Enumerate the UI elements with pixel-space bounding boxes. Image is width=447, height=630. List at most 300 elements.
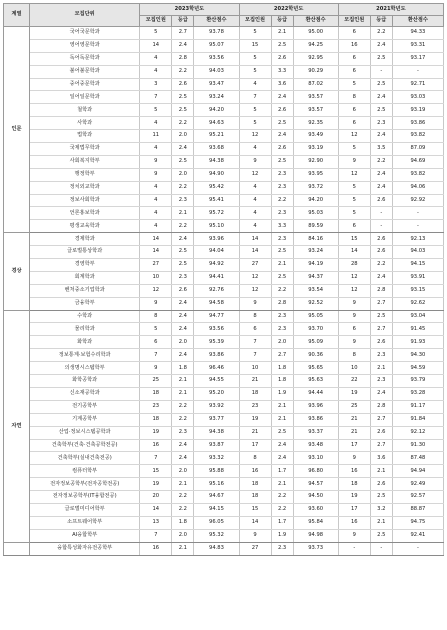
grade-2022-cell: 2.4 <box>271 452 293 465</box>
score-2023-cell: 94.92 <box>194 259 239 272</box>
score-2021-cell: 94.75 <box>392 516 443 529</box>
grade-2023-cell: 2.0 <box>172 465 194 478</box>
quota-2022-cell: 5 <box>239 117 271 130</box>
grade-2022-cell: 2.2 <box>271 284 293 297</box>
unit-name-cell: 전자정보공학부(IT융합전공) <box>30 491 140 504</box>
score-2023-cell: 93.92 <box>194 400 239 413</box>
grade-2022-cell: 1.8 <box>271 375 293 388</box>
quota-2022-cell: 17 <box>239 439 271 452</box>
quota-2021-cell: 5 <box>338 181 370 194</box>
table-row <box>4 310 444 323</box>
unit-name-cell: 평생교육학과 <box>30 220 140 233</box>
quota-2022-cell: 10 <box>239 362 271 375</box>
quota-2021-cell: 6 <box>338 104 370 117</box>
sub-header-score: 환산점수 <box>194 16 239 27</box>
unit-name-cell: 화학공학과 <box>30 375 140 388</box>
grade-2023-cell: 2.1 <box>172 478 194 491</box>
score-2022-cell: 92.35 <box>293 117 338 130</box>
table-row <box>4 349 444 362</box>
unit-name-cell: 언론홍보학과 <box>30 207 140 220</box>
grade-2023-cell: 2.3 <box>172 194 194 207</box>
grade-2023-cell: 2.4 <box>172 39 194 52</box>
score-2021-cell: 92.71 <box>392 78 443 91</box>
unit-name-cell: 기계공학부 <box>30 413 140 426</box>
grade-2022-cell: 3.3 <box>271 220 293 233</box>
grade-2022-cell: 2.1 <box>271 27 293 40</box>
grade-2023-cell: 2.6 <box>172 78 194 91</box>
grade-2021-cell: 2.7 <box>370 439 392 452</box>
unit-name-cell: 사학과 <box>30 117 140 130</box>
sub-header-grade: 등급 <box>271 16 293 27</box>
score-2022-cell: 93.48 <box>293 439 338 452</box>
quota-2021-cell: 5 <box>338 194 370 207</box>
grade-2021-cell: - <box>370 65 392 78</box>
quota-2021-cell: 16 <box>338 465 370 478</box>
score-2022-cell: 93.60 <box>293 503 338 516</box>
grade-2022-cell: 2.3 <box>271 207 293 220</box>
quota-2022-cell: 4 <box>239 207 271 220</box>
quota-2022-cell: 8 <box>239 452 271 465</box>
quota-2022-cell: 5 <box>239 27 271 40</box>
unit-name-cell: 국어국문학과 <box>30 27 140 40</box>
quota-2022-cell: 4 <box>239 220 271 233</box>
grade-2021-cell: 2.3 <box>370 117 392 130</box>
unit-name-cell: 독어독문학과 <box>30 52 140 65</box>
score-2021-cell: 94.30 <box>392 349 443 362</box>
unit-name-cell: 일어일문학과 <box>30 91 140 104</box>
score-2023-cell: 93.96 <box>194 233 239 246</box>
quota-2021-cell: 19 <box>338 387 370 400</box>
unit-name-cell: 법학과 <box>30 130 140 143</box>
score-2022-cell: 95.09 <box>293 336 338 349</box>
quota-2022-cell: 9 <box>239 155 271 168</box>
unit-name-cell: 전기공학부 <box>30 400 140 413</box>
unit-name-cell: 소프트웨어학부 <box>30 516 140 529</box>
grade-2022-cell: 2.1 <box>271 413 293 426</box>
score-2021-cell: 92.12 <box>392 426 443 439</box>
table-row <box>4 452 444 465</box>
score-2023-cell: 96.46 <box>194 362 239 375</box>
score-2023-cell: 94.63 <box>194 117 239 130</box>
table-row <box>4 323 444 336</box>
quota-2022-cell: 21 <box>239 375 271 388</box>
table-row <box>4 529 444 542</box>
quota-2021-cell: 5 <box>338 207 370 220</box>
unit-name-cell: 글로벌통상학과 <box>30 246 140 259</box>
grade-2022-cell: 2.0 <box>271 336 293 349</box>
quota-2023-cell: 10 <box>140 271 172 284</box>
grade-2022-cell: 2.3 <box>271 168 293 181</box>
grade-2021-cell: 3.2 <box>370 503 392 516</box>
quota-2023-cell: 4 <box>140 220 172 233</box>
score-2023-cell: 94.58 <box>194 297 239 310</box>
grade-2021-cell: 2.5 <box>370 310 392 323</box>
grade-2022-cell: 2.5 <box>271 426 293 439</box>
grade-2021-cell: 2.2 <box>370 27 392 40</box>
grade-2021-cell: - <box>370 542 392 555</box>
quota-2023-cell: 15 <box>140 465 172 478</box>
score-2022-cell: 93.19 <box>293 143 338 156</box>
score-2022-cell: 95.65 <box>293 362 338 375</box>
unit-name-cell: 수학과 <box>30 310 140 323</box>
quota-2021-cell: 12 <box>338 284 370 297</box>
quota-2021-cell: 6 <box>338 65 370 78</box>
grade-2021-cell: 2.2 <box>370 155 392 168</box>
grade-2022-cell: 1.9 <box>271 387 293 400</box>
score-2023-cell: 94.15 <box>194 503 239 516</box>
quota-2022-cell: 16 <box>239 465 271 478</box>
quota-2023-cell: 5 <box>140 323 172 336</box>
table-row <box>4 220 444 233</box>
grade-2021-cell: 2.6 <box>370 194 392 207</box>
score-2022-cell: 92.52 <box>293 297 338 310</box>
quota-2022-cell: 18 <box>239 491 271 504</box>
unit-name-cell: 금융학부 <box>30 297 140 310</box>
category-cell: 경상 <box>4 233 30 310</box>
grade-2021-cell: 2.5 <box>370 491 392 504</box>
score-2022-cell: 93.73 <box>293 542 338 555</box>
year-header-2022: 2022학년도 <box>239 4 338 16</box>
quota-2022-cell: 15 <box>239 503 271 516</box>
unit-name-cell: 정보사회학과 <box>30 194 140 207</box>
quota-2022-cell: 4 <box>239 78 271 91</box>
score-2022-cell: 94.98 <box>293 529 338 542</box>
quota-2023-cell: 7 <box>140 91 172 104</box>
score-2021-cell: 93.15 <box>392 284 443 297</box>
grade-2022-cell: 2.3 <box>271 233 293 246</box>
score-2023-cell: 93.56 <box>194 323 239 336</box>
score-2022-cell: 92.90 <box>293 155 338 168</box>
quota-2023-cell: 14 <box>140 39 172 52</box>
grade-2021-cell: 3.6 <box>370 452 392 465</box>
quota-2022-cell: 9 <box>239 529 271 542</box>
score-2022-cell: 90.36 <box>293 349 338 362</box>
quota-2023-cell: 7 <box>140 452 172 465</box>
score-2021-cell: 93.91 <box>392 271 443 284</box>
grade-2021-cell: 2.4 <box>370 387 392 400</box>
score-2023-cell: 93.24 <box>194 91 239 104</box>
sub-header-score: 환산점수 <box>392 16 443 27</box>
quota-2022-cell: 12 <box>239 271 271 284</box>
grade-2021-cell: 2.6 <box>370 426 392 439</box>
score-2022-cell: 94.25 <box>293 39 338 52</box>
score-2022-cell: 92.95 <box>293 52 338 65</box>
grade-2023-cell: 2.5 <box>172 246 194 259</box>
score-2022-cell: 93.96 <box>293 400 338 413</box>
score-2021-cell: 94.59 <box>392 362 443 375</box>
grade-2023-cell: 2.8 <box>172 52 194 65</box>
unit-name-cell: 전자정보공학부(전자공학전공) <box>30 478 140 491</box>
quota-2023-cell: 4 <box>140 143 172 156</box>
grade-2022-cell: 2.1 <box>271 400 293 413</box>
grade-2023-cell: 2.5 <box>172 91 194 104</box>
quota-2022-cell: 14 <box>239 516 271 529</box>
grade-2023-cell: 2.0 <box>172 168 194 181</box>
quota-2022-cell: 12 <box>239 284 271 297</box>
quota-2022-cell: 4 <box>239 194 271 207</box>
grade-2021-cell: 2.4 <box>370 130 392 143</box>
table-row <box>4 478 444 491</box>
quota-2022-cell: 19 <box>239 413 271 426</box>
unit-name-cell: AI융합학부 <box>30 529 140 542</box>
quota-2022-cell: 18 <box>239 478 271 491</box>
quota-2022-cell: 7 <box>239 336 271 349</box>
table-row <box>4 27 444 40</box>
grade-2023-cell: 2.1 <box>172 387 194 400</box>
score-2022-cell: 95.00 <box>293 27 338 40</box>
score-2022-cell: 94.50 <box>293 491 338 504</box>
grade-2021-cell: 2.4 <box>370 181 392 194</box>
unit-name-cell: 철학과 <box>30 104 140 117</box>
score-2023-cell: 95.20 <box>194 387 239 400</box>
grade-2023-cell: 2.2 <box>172 181 194 194</box>
quota-2022-cell: 5 <box>239 65 271 78</box>
grade-2023-cell: 2.5 <box>172 155 194 168</box>
score-2023-cell: 94.03 <box>194 65 239 78</box>
score-2021-cell: 92.92 <box>392 194 443 207</box>
quota-2021-cell: 17 <box>338 439 370 452</box>
grade-2021-cell: 2.5 <box>370 52 392 65</box>
unit-name-cell: 경영학부 <box>30 259 140 272</box>
quota-2023-cell: 9 <box>140 297 172 310</box>
score-2021-cell: 93.79 <box>392 375 443 388</box>
quota-2022-cell: 27 <box>239 259 271 272</box>
quota-2023-cell: 4 <box>140 52 172 65</box>
grade-2023-cell: 2.2 <box>172 220 194 233</box>
score-2022-cell: 93.72 <box>293 181 338 194</box>
score-2023-cell: 96.05 <box>194 516 239 529</box>
score-2021-cell: 93.82 <box>392 168 443 181</box>
grade-2021-cell: 2.1 <box>370 465 392 478</box>
table-row <box>4 413 444 426</box>
quota-2023-cell: 13 <box>140 516 172 529</box>
quota-2021-cell: 14 <box>338 246 370 259</box>
grade-2023-cell: 2.4 <box>172 143 194 156</box>
grade-2023-cell: 1.8 <box>172 516 194 529</box>
score-2021-cell: 92.49 <box>392 478 443 491</box>
score-2023-cell: 94.04 <box>194 246 239 259</box>
unit-name-cell: 물리학과 <box>30 323 140 336</box>
sub-header-quota: 모집인원 <box>140 16 172 27</box>
table-row <box>4 52 444 65</box>
quota-2021-cell: 9 <box>338 336 370 349</box>
quota-2023-cell: 4 <box>140 65 172 78</box>
grade-2022-cell: 3.6 <box>271 78 293 91</box>
quota-2022-cell: 4 <box>239 143 271 156</box>
score-2021-cell: 93.86 <box>392 117 443 130</box>
quota-2021-cell: 16 <box>338 516 370 529</box>
score-2022-cell: 95.63 <box>293 375 338 388</box>
quota-2022-cell: 23 <box>239 400 271 413</box>
unit-name-cell: 행정학부 <box>30 168 140 181</box>
grade-2023-cell: 2.4 <box>172 323 194 336</box>
grade-2021-cell: 2.2 <box>370 259 392 272</box>
quota-2022-cell: 14 <box>239 246 271 259</box>
quota-2023-cell: 4 <box>140 117 172 130</box>
quota-2022-cell: 5 <box>239 52 271 65</box>
score-2021-cell: 94.94 <box>392 465 443 478</box>
quota-2023-cell: 27 <box>140 259 172 272</box>
quota-2023-cell: 7 <box>140 349 172 362</box>
quota-2021-cell: 9 <box>338 297 370 310</box>
score-2023-cell: 94.20 <box>194 104 239 117</box>
quota-2023-cell: 18 <box>140 387 172 400</box>
quota-2021-cell: 5 <box>338 143 370 156</box>
score-2023-cell: 93.78 <box>194 27 239 40</box>
score-2022-cell: 95.03 <box>293 207 338 220</box>
score-2023-cell: 94.83 <box>194 542 239 555</box>
grade-2022-cell: 2.6 <box>271 52 293 65</box>
unit-name-cell: 의생명시스템학부 <box>30 362 140 375</box>
score-2023-cell: 93.32 <box>194 452 239 465</box>
quota-2023-cell: 14 <box>140 246 172 259</box>
grade-2021-cell: - <box>370 220 392 233</box>
score-2023-cell: 92.76 <box>194 284 239 297</box>
admission-results-table <box>3 3 444 556</box>
table-row <box>4 194 444 207</box>
table-row <box>4 465 444 478</box>
quota-2023-cell: 9 <box>140 155 172 168</box>
unit-name-cell: 글로벌미디어학부 <box>30 503 140 516</box>
score-2021-cell: 92.41 <box>392 529 443 542</box>
grade-2021-cell: 2.5 <box>370 104 392 117</box>
table-row <box>4 155 444 168</box>
quota-2021-cell: 25 <box>338 400 370 413</box>
grade-2023-cell: 2.4 <box>172 349 194 362</box>
unit-name-cell: 화학과 <box>30 336 140 349</box>
score-2021-cell: - <box>392 207 443 220</box>
quota-2023-cell: 14 <box>140 233 172 246</box>
score-2022-cell: 94.57 <box>293 478 338 491</box>
grade-2023-cell: 2.2 <box>172 503 194 516</box>
quota-2021-cell: 9 <box>338 155 370 168</box>
score-2023-cell: 95.41 <box>194 194 239 207</box>
score-2022-cell: 93.54 <box>293 284 338 297</box>
quota-2021-cell: - <box>338 542 370 555</box>
score-2022-cell: 93.10 <box>293 452 338 465</box>
grade-2022-cell: 3.3 <box>271 65 293 78</box>
score-2022-cell: 93.57 <box>293 104 338 117</box>
grade-2022-cell: 2.4 <box>271 439 293 452</box>
grade-2023-cell: 2.1 <box>172 542 194 555</box>
quota-2022-cell: 4 <box>239 181 271 194</box>
table-row <box>4 375 444 388</box>
quota-2022-cell: 14 <box>239 233 271 246</box>
grade-2023-cell: 1.8 <box>172 362 194 375</box>
quota-2022-cell: 12 <box>239 130 271 143</box>
table-header <box>4 4 444 27</box>
grade-2021-cell: 2.3 <box>370 375 392 388</box>
sub-header-grade: 등급 <box>370 16 392 27</box>
quota-2023-cell: 8 <box>140 310 172 323</box>
grade-2023-cell: 2.6 <box>172 284 194 297</box>
table-row <box>4 168 444 181</box>
sub-header-quota: 모집인원 <box>239 16 271 27</box>
score-2022-cell: 93.95 <box>293 168 338 181</box>
grade-2021-cell: 3.5 <box>370 143 392 156</box>
score-2023-cell: 94.55 <box>194 375 239 388</box>
quota-2021-cell: 17 <box>338 503 370 516</box>
grade-2022-cell: 2.3 <box>271 323 293 336</box>
quota-2021-cell: 12 <box>338 168 370 181</box>
score-2023-cell: 94.67 <box>194 491 239 504</box>
grade-2023-cell: 2.4 <box>172 439 194 452</box>
unit-name-cell: 경제학과 <box>30 233 140 246</box>
table-row <box>4 516 444 529</box>
unit-name-cell: 사회복지학부 <box>30 155 140 168</box>
grade-2021-cell: 2.4 <box>370 168 392 181</box>
grade-2021-cell: 2.8 <box>370 400 392 413</box>
grade-2022-cell: 2.5 <box>271 155 293 168</box>
score-2021-cell: 88.87 <box>392 503 443 516</box>
score-2023-cell: 94.38 <box>194 155 239 168</box>
score-2023-cell: 95.42 <box>194 181 239 194</box>
year-header-2021: 2021학년도 <box>338 4 443 16</box>
quota-2023-cell: 12 <box>140 284 172 297</box>
score-2022-cell: 96.80 <box>293 465 338 478</box>
grade-2022-cell: 2.4 <box>271 130 293 143</box>
quota-2023-cell: 4 <box>140 207 172 220</box>
unit-name-cell: 중어중문학과 <box>30 78 140 91</box>
score-2022-cell: 94.44 <box>293 387 338 400</box>
table-row <box>4 362 444 375</box>
quota-2023-cell: 19 <box>140 478 172 491</box>
grade-2021-cell: 2.5 <box>370 78 392 91</box>
grade-2023-cell: 2.2 <box>172 400 194 413</box>
quota-2021-cell: 9 <box>338 452 370 465</box>
score-2021-cell: 93.19 <box>392 104 443 117</box>
unit-name-cell: 영어영문학과 <box>30 39 140 52</box>
quota-2021-cell: 5 <box>338 78 370 91</box>
table-row <box>4 491 444 504</box>
score-2023-cell: 94.77 <box>194 310 239 323</box>
table-row <box>4 259 444 272</box>
score-2021-cell: 91.84 <box>392 413 443 426</box>
quota-2023-cell: 23 <box>140 400 172 413</box>
grade-2023-cell: 2.1 <box>172 375 194 388</box>
grade-2023-cell: 2.4 <box>172 310 194 323</box>
score-2021-cell: 93.82 <box>392 130 443 143</box>
quota-2023-cell: 7 <box>140 529 172 542</box>
quota-2022-cell: 5 <box>239 104 271 117</box>
table-row <box>4 39 444 52</box>
unit-name-cell: 융합특성화자유전공학부 <box>30 542 140 555</box>
sub-header-quota: 모집인원 <box>338 16 370 27</box>
quota-2021-cell: 21 <box>338 426 370 439</box>
grade-2023-cell: 2.2 <box>172 491 194 504</box>
score-2021-cell: 87.48 <box>392 452 443 465</box>
category-cell <box>4 542 30 555</box>
score-2021-cell: 91.17 <box>392 400 443 413</box>
grade-2023-cell: 2.7 <box>172 27 194 40</box>
grade-2022-cell: 2.3 <box>271 310 293 323</box>
quota-2021-cell: 9 <box>338 529 370 542</box>
quota-2021-cell: 28 <box>338 259 370 272</box>
quota-2021-cell: 9 <box>338 310 370 323</box>
unit-name-cell: 컴퓨터학부 <box>30 465 140 478</box>
grade-2022-cell: 2.5 <box>271 117 293 130</box>
score-2023-cell: 93.56 <box>194 52 239 65</box>
score-2021-cell: 92.13 <box>392 233 443 246</box>
quota-2022-cell: 8 <box>239 310 271 323</box>
grade-2022-cell: 2.4 <box>271 91 293 104</box>
quota-2021-cell: 6 <box>338 220 370 233</box>
quota-2021-cell: 12 <box>338 130 370 143</box>
table-row <box>4 542 444 555</box>
quota-2021-cell: 22 <box>338 375 370 388</box>
grade-2021-cell: 2.6 <box>370 246 392 259</box>
grade-2023-cell: 2.3 <box>172 271 194 284</box>
